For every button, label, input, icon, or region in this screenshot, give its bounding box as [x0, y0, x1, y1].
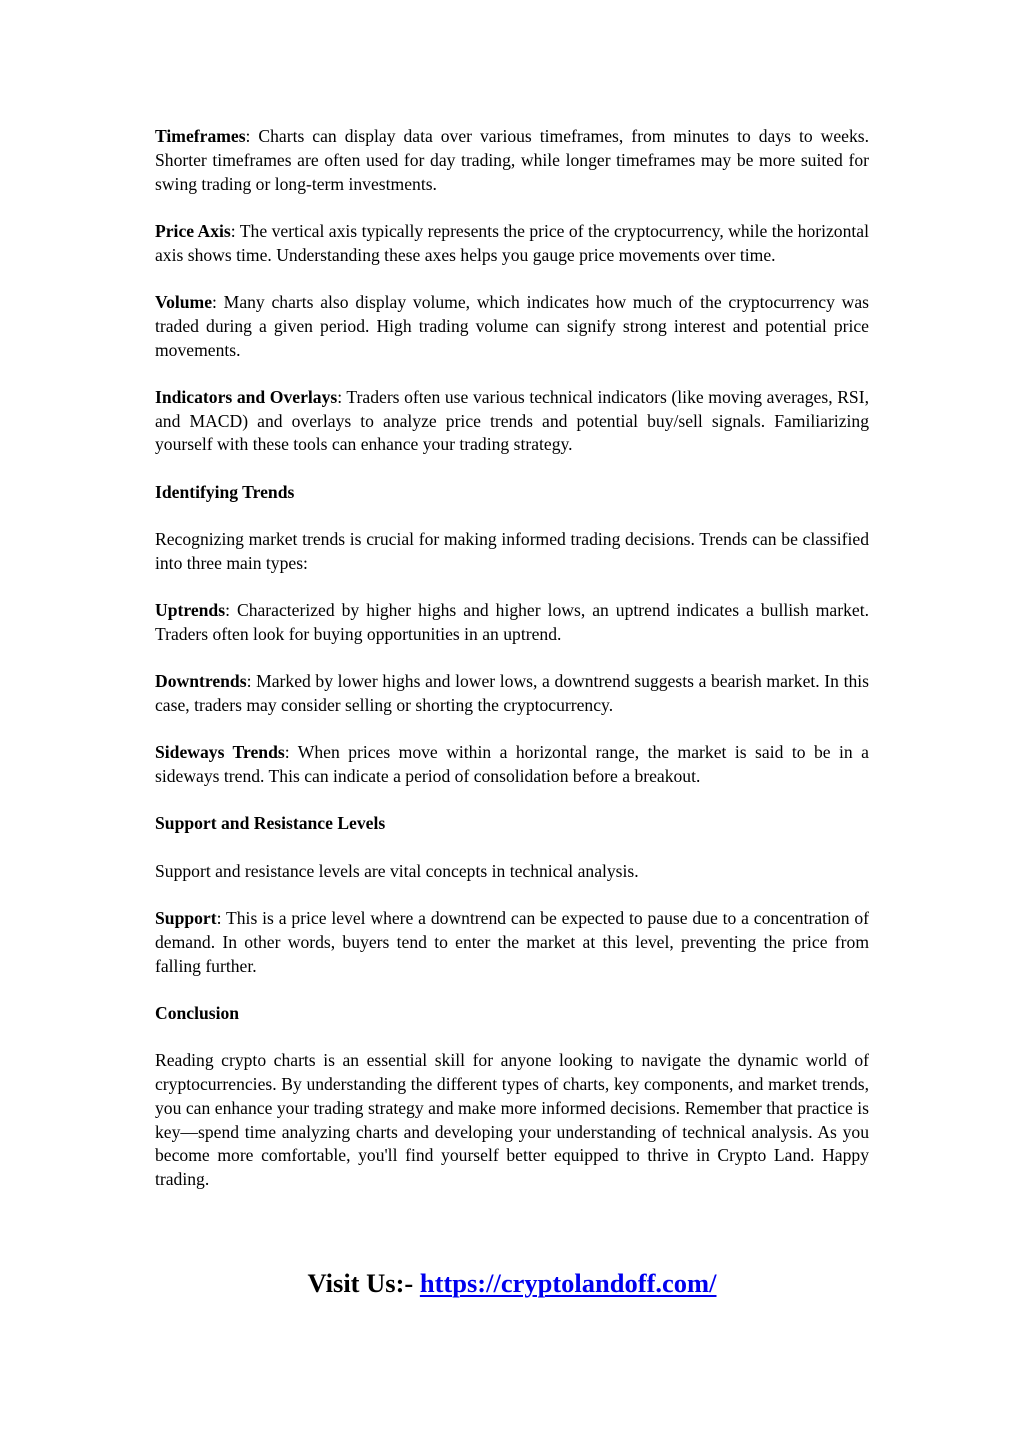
- paragraph-downtrends: [155, 670, 869, 718]
- heading-conclusion: Conclusion: [155, 1002, 240, 1023]
- text-support: : This is a price level where a downtrend can be expected to pause due to a concentration of demand. In other words, buyers tend to enter the market at this level, preventing the price from falling further.: [155, 908, 869, 976]
- term-timeframes: Timeframes: [155, 126, 246, 146]
- term-support: Support: [155, 908, 217, 929]
- text-price-axis: : The vertical axis typically represents the price of the cryptocurrency, while the horizontal axis shows time. Understanding these axes helps you gauge price movements over time.: [155, 220, 869, 265]
- term-indicators: Indicators and Overlays: [155, 386, 338, 407]
- heading-identifying-trends: Identifying Trends: [155, 481, 295, 502]
- paragraph-price-axis: [155, 220, 869, 268]
- paragraph-timeframes: [155, 125, 869, 196]
- text-volume: : Many charts also display volume, which indicates how much of the cryptocurrency was traded during a given period. High trading volume can signify strong interest and potential price movements.: [155, 291, 869, 360]
- text-timeframes: : Charts can display data over various timeframes, from minutes to days to weeks. Shorter timeframes are often used for day trading, while longer timeframes may be more suited for swing trading or long-term investments.: [155, 126, 869, 194]
- paragraph-trends-intro: Recognizing market trends is crucial for making informed trading decisions. Trends can be classified into three main types:: [155, 529, 869, 573]
- text-indicators: : Traders often use various technical indicators (like moving averages, RSI, and MACD) and overlays to analyze price trends and potential buy/sell signals. Familiarizing yourself with these tools can enhance your trading strategy.: [155, 386, 869, 455]
- term-price-axis: Price Axis: [155, 220, 231, 241]
- paragraph-indicators: [155, 386, 869, 457]
- term-sideways: Sideways Trends: [155, 742, 285, 763]
- term-uptrends: Uptrends: [155, 600, 226, 621]
- text-downtrends: : Marked by lower highs and lower lows, a downtrend suggests a bearish market. In this case, traders may consider selling or shorting the cryptocurrency.: [155, 671, 869, 716]
- paragraph-support: [155, 907, 869, 978]
- paragraph-volume: [155, 291, 869, 362]
- text-sideways: : When prices move within a horizontal range, the market is said to be in a sideways trend. This can indicate a period of consolidation before a breakout.: [155, 742, 869, 787]
- text-uptrends: : Characterized by higher highs and higher lows, an uptrend indicates a bullish market. Traders often look for buying opportunities in an uptrend.: [155, 600, 869, 644]
- document-body: [155, 125, 869, 1216]
- term-downtrends: Downtrends: [155, 671, 247, 692]
- visit-us-label: Visit Us:-: [307, 1268, 420, 1298]
- visit-us-footer: [0, 1265, 1024, 1301]
- paragraph-uptrends: [155, 599, 869, 647]
- website-link[interactable]: https://cryptolandoff.com/: [419, 1268, 717, 1298]
- paragraph-conclusion: Reading crypto charts is an essential skill for anyone looking to navigate the dynamic world of cryptocurrencies. By understanding the different types of charts, key components, and market trends, you can enhance your trading strategy and make more informed decisions. Remember that practice is key—spend time analyzing charts and developing your understanding of technical analysis. As you become more comfortable, you'll find yourself better equipped to thrive in Crypto Land. Happy trading.: [155, 1050, 869, 1190]
- paragraph-sideways: [155, 741, 869, 789]
- heading-support-resistance: Support and Resistance Levels: [155, 813, 386, 834]
- paragraph-support-resistance-intro: Support and resistance levels are vital concepts in technical analysis.: [155, 860, 639, 881]
- term-volume: Volume: [155, 291, 213, 312]
